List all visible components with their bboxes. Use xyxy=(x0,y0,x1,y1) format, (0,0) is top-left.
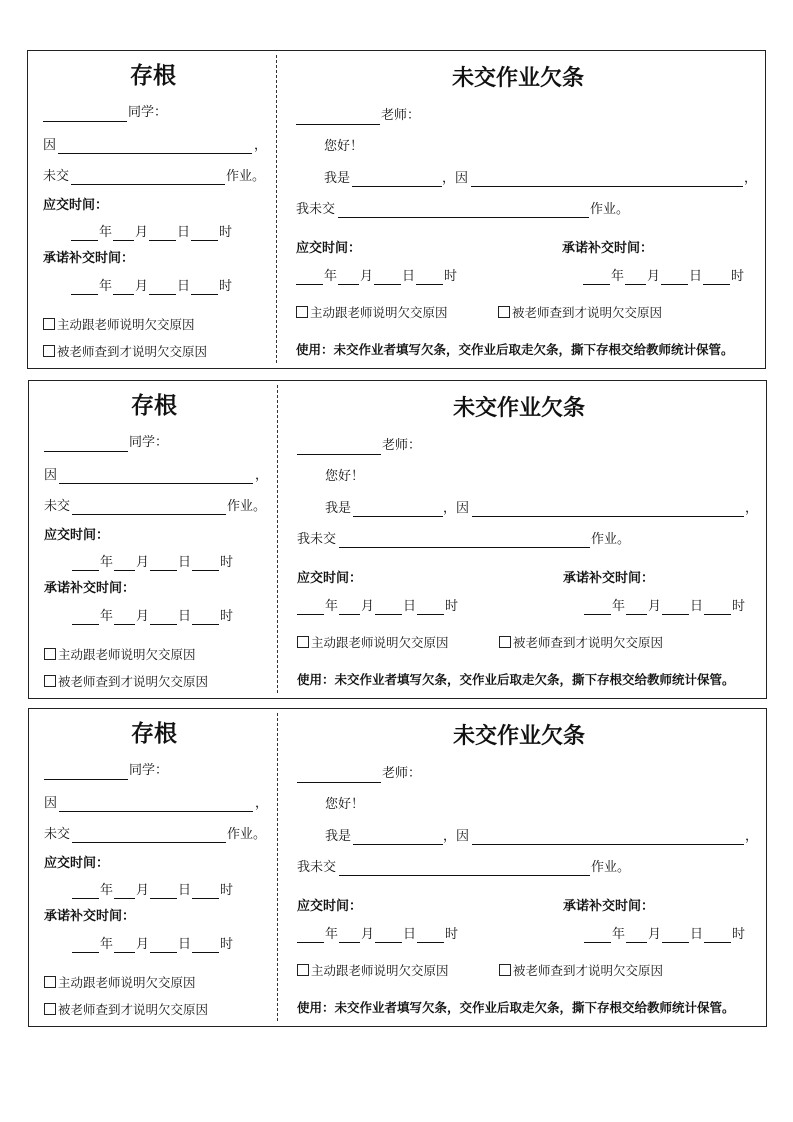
stub-promise-label: 承诺补交时间： xyxy=(44,909,136,924)
day-blank[interactable] xyxy=(662,942,689,943)
hour-label: 时 xyxy=(731,269,745,284)
i-am: 我是 xyxy=(325,501,352,516)
month-label: 月 xyxy=(648,599,662,614)
year-label: 年 xyxy=(325,927,339,942)
stub-option-voluntary[interactable]: 主动跟老师说明欠交原因 xyxy=(44,647,196,663)
checkbox-icon[interactable] xyxy=(44,976,56,988)
comma: ， xyxy=(745,829,759,844)
year-blank[interactable] xyxy=(297,614,324,615)
year-label: 年 xyxy=(100,555,114,570)
hour-label: 时 xyxy=(220,609,234,624)
day-label: 日 xyxy=(177,279,191,294)
iou-slip xyxy=(28,380,767,699)
month-blank[interactable] xyxy=(114,952,135,953)
homework-suffix: 作业。 xyxy=(591,532,631,547)
comma: ， xyxy=(745,501,759,516)
month-blank[interactable] xyxy=(114,898,135,899)
hour-blank[interactable] xyxy=(191,240,218,241)
main-option-voluntary[interactable]: 主动跟老师说明欠交原因 xyxy=(296,305,448,321)
tear-line xyxy=(277,713,278,1021)
main-title: 未交作业欠条 xyxy=(452,66,585,91)
hour-blank[interactable] xyxy=(416,284,443,285)
day-label: 日 xyxy=(178,555,192,570)
hour-blank[interactable] xyxy=(192,624,219,625)
year-blank[interactable] xyxy=(584,942,611,943)
day-blank[interactable] xyxy=(375,614,402,615)
homework-suffix: 作业。 xyxy=(226,169,266,184)
main-due-label: 应交时间： xyxy=(297,899,363,914)
i-missed: 我未交 xyxy=(297,532,337,547)
stub-title: 存根 xyxy=(130,63,176,89)
month-label: 月 xyxy=(136,937,150,952)
i-am: 我是 xyxy=(324,171,351,186)
month-label: 月 xyxy=(136,609,150,624)
hour-blank[interactable] xyxy=(417,614,444,615)
month-label: 月 xyxy=(135,225,149,240)
day-blank[interactable] xyxy=(150,570,177,571)
tear-line xyxy=(277,385,278,693)
usage-note: 使用：未交作业者填写欠条，交作业后取走欠条，撕下存根交给教师统计保管。 xyxy=(297,1000,735,1015)
month-blank[interactable] xyxy=(114,624,135,625)
month-blank[interactable] xyxy=(114,570,135,571)
iou-slip xyxy=(27,50,766,369)
day-label: 日 xyxy=(689,269,703,284)
checkbox-icon[interactable] xyxy=(44,648,56,660)
month-blank[interactable] xyxy=(113,294,134,295)
teacher-name-blank[interactable] xyxy=(296,124,380,125)
year-blank[interactable] xyxy=(584,614,611,615)
hour-label: 时 xyxy=(219,225,233,240)
month-label: 月 xyxy=(135,279,149,294)
hour-blank[interactable] xyxy=(704,614,731,615)
year-label: 年 xyxy=(612,599,626,614)
teacher-suffix: 老师： xyxy=(382,766,422,781)
checkbox-icon[interactable] xyxy=(297,636,309,648)
day-blank[interactable] xyxy=(149,294,176,295)
year-label: 年 xyxy=(100,883,114,898)
reason-prefix: 因 xyxy=(43,138,57,153)
stub-promise-label: 承诺补交时间： xyxy=(43,251,135,266)
stub-reason-blank[interactable] xyxy=(59,811,253,812)
month-label: 月 xyxy=(361,927,375,942)
year-label: 年 xyxy=(612,927,626,942)
i-missed: 我未交 xyxy=(296,202,336,217)
checkbox-icon[interactable] xyxy=(44,675,56,687)
main-homework-blank[interactable] xyxy=(339,547,590,548)
year-blank[interactable] xyxy=(72,570,99,571)
main-homework-blank[interactable] xyxy=(338,217,589,218)
day-label: 日 xyxy=(403,599,417,614)
day-label: 日 xyxy=(178,609,192,624)
stub-promise-label: 承诺补交时间： xyxy=(44,581,136,596)
homework-suffix: 作业。 xyxy=(227,499,267,514)
main-reason-blank[interactable] xyxy=(471,186,743,187)
hour-blank[interactable] xyxy=(704,942,731,943)
stub-homework-blank[interactable] xyxy=(72,842,226,843)
teacher-name-blank[interactable] xyxy=(297,454,381,455)
main-option-voluntary[interactable]: 主动跟老师说明欠交原因 xyxy=(297,635,449,651)
year-blank[interactable] xyxy=(583,284,610,285)
greeting: 您好！ xyxy=(325,469,365,484)
hour-label: 时 xyxy=(219,279,233,294)
homework-suffix: 作业。 xyxy=(227,827,267,842)
hour-label: 时 xyxy=(220,883,234,898)
stub-option-caught[interactable]: 被老师查到才说明欠交原因 xyxy=(43,344,207,360)
day-blank[interactable] xyxy=(150,898,177,899)
i-am: 我是 xyxy=(325,829,352,844)
checkbox-icon[interactable] xyxy=(499,964,511,976)
day-blank[interactable] xyxy=(661,284,688,285)
month-blank[interactable] xyxy=(339,942,360,943)
hour-blank[interactable] xyxy=(191,294,218,295)
student-suffix: 同学： xyxy=(128,105,168,120)
day-blank[interactable] xyxy=(150,624,177,625)
day-blank[interactable] xyxy=(375,942,402,943)
missing-prefix: 未交 xyxy=(44,499,71,514)
homework-suffix: 作业。 xyxy=(590,202,630,217)
year-label: 年 xyxy=(99,225,113,240)
main-promise-label: 承诺补交时间： xyxy=(563,899,655,914)
comma-because: ，因 xyxy=(443,829,470,844)
hour-label: 时 xyxy=(220,555,234,570)
stub-option-caught[interactable]: 被老师查到才说明欠交原因 xyxy=(44,674,208,690)
day-blank[interactable] xyxy=(662,614,689,615)
student-name-blank[interactable] xyxy=(43,121,127,122)
hour-label: 时 xyxy=(445,599,459,614)
main-option-voluntary[interactable]: 主动跟老师说明欠交原因 xyxy=(297,963,449,979)
year-label: 年 xyxy=(100,937,114,952)
teacher-suffix: 老师： xyxy=(382,438,422,453)
main-due-label: 应交时间： xyxy=(297,571,363,586)
day-label: 日 xyxy=(690,599,704,614)
checkbox-icon[interactable] xyxy=(44,1003,56,1015)
year-label: 年 xyxy=(611,269,625,284)
name-blank[interactable] xyxy=(352,186,442,187)
hour-blank[interactable] xyxy=(192,570,219,571)
day-blank[interactable] xyxy=(150,952,177,953)
stub-title: 存根 xyxy=(131,721,177,747)
month-label: 月 xyxy=(136,555,150,570)
hour-blank[interactable] xyxy=(192,898,219,899)
stub-homework-blank[interactable] xyxy=(71,184,225,185)
greeting: 您好！ xyxy=(325,797,365,812)
usage-note: 使用：未交作业者填写欠条，交作业后取走欠条，撕下存根交给教师统计保管。 xyxy=(297,672,735,687)
comma: ， xyxy=(255,796,269,811)
month-label: 月 xyxy=(648,927,662,942)
reason-prefix: 因 xyxy=(44,468,58,483)
main-homework-blank[interactable] xyxy=(339,875,590,876)
checkbox-icon[interactable] xyxy=(43,345,55,357)
month-label: 月 xyxy=(360,269,374,284)
hour-label: 时 xyxy=(732,927,746,942)
year-label: 年 xyxy=(324,269,338,284)
name-blank[interactable] xyxy=(353,516,443,517)
checkbox-icon[interactable] xyxy=(499,636,511,648)
hour-label: 时 xyxy=(445,927,459,942)
stub-option-voluntary[interactable]: 主动跟老师说明欠交原因 xyxy=(44,975,196,991)
hour-blank[interactable] xyxy=(703,284,730,285)
checkbox-icon[interactable] xyxy=(297,964,309,976)
hour-label: 时 xyxy=(732,599,746,614)
stub-option-voluntary[interactable]: 主动跟老师说明欠交原因 xyxy=(43,317,195,333)
stub-reason-blank[interactable] xyxy=(58,153,252,154)
name-blank[interactable] xyxy=(353,844,443,845)
missing-prefix: 未交 xyxy=(44,827,71,842)
checkbox-icon[interactable] xyxy=(296,306,308,318)
month-blank[interactable] xyxy=(626,614,647,615)
stub-due-label: 应交时间： xyxy=(44,528,110,543)
year-blank[interactable] xyxy=(72,952,99,953)
iou-slip xyxy=(28,708,767,1027)
student-suffix: 同学： xyxy=(129,763,169,778)
month-label: 月 xyxy=(136,883,150,898)
month-blank[interactable] xyxy=(339,614,360,615)
main-promise-label: 承诺补交时间： xyxy=(562,241,654,256)
stub-due-label: 应交时间： xyxy=(43,198,109,213)
comma: ， xyxy=(254,138,268,153)
year-blank[interactable] xyxy=(72,898,99,899)
day-label: 日 xyxy=(403,927,417,942)
main-reason-blank[interactable] xyxy=(472,516,744,517)
hour-label: 时 xyxy=(444,269,458,284)
comma-because: ，因 xyxy=(443,501,470,516)
month-label: 月 xyxy=(361,599,375,614)
month-blank[interactable] xyxy=(113,240,134,241)
day-blank[interactable] xyxy=(374,284,401,285)
stub-homework-blank[interactable] xyxy=(72,514,226,515)
main-reason-blank[interactable] xyxy=(472,844,744,845)
missing-prefix: 未交 xyxy=(43,169,70,184)
homework-suffix: 作业。 xyxy=(591,860,631,875)
month-blank[interactable] xyxy=(626,942,647,943)
i-missed: 我未交 xyxy=(297,860,337,875)
day-label: 日 xyxy=(402,269,416,284)
reason-prefix: 因 xyxy=(44,796,58,811)
stub-due-label: 应交时间： xyxy=(44,856,110,871)
main-option-caught[interactable]: 被老师查到才说明欠交原因 xyxy=(499,963,663,979)
checkbox-icon[interactable] xyxy=(498,306,510,318)
stub-title: 存根 xyxy=(131,393,177,419)
checkbox-icon[interactable] xyxy=(43,318,55,330)
year-blank[interactable] xyxy=(71,294,98,295)
student-name-blank[interactable] xyxy=(44,451,128,452)
main-title: 未交作业欠条 xyxy=(453,724,586,749)
main-title: 未交作业欠条 xyxy=(453,396,586,421)
greeting: 您好！ xyxy=(324,139,364,154)
month-label: 月 xyxy=(647,269,661,284)
student-name-blank[interactable] xyxy=(44,779,128,780)
tear-line xyxy=(276,55,277,363)
year-label: 年 xyxy=(99,279,113,294)
comma-because: ，因 xyxy=(442,171,469,186)
year-label: 年 xyxy=(325,599,339,614)
main-due-label: 应交时间： xyxy=(296,241,362,256)
year-blank[interactable] xyxy=(297,942,324,943)
year-blank[interactable] xyxy=(296,284,323,285)
year-blank[interactable] xyxy=(71,240,98,241)
day-label: 日 xyxy=(690,927,704,942)
main-option-caught[interactable]: 被老师查到才说明欠交原因 xyxy=(499,635,663,651)
teacher-suffix: 老师： xyxy=(381,108,421,123)
stub-reason-blank[interactable] xyxy=(59,483,253,484)
day-label: 日 xyxy=(177,225,191,240)
comma: ， xyxy=(744,171,758,186)
month-blank[interactable] xyxy=(625,284,646,285)
hour-label: 时 xyxy=(220,937,234,952)
year-label: 年 xyxy=(100,609,114,624)
day-label: 日 xyxy=(178,883,192,898)
student-suffix: 同学： xyxy=(129,435,169,450)
comma: ， xyxy=(255,468,269,483)
main-promise-label: 承诺补交时间： xyxy=(563,571,655,586)
hour-blank[interactable] xyxy=(417,942,444,943)
month-blank[interactable] xyxy=(338,284,359,285)
hour-blank[interactable] xyxy=(192,952,219,953)
teacher-name-blank[interactable] xyxy=(297,782,381,783)
day-label: 日 xyxy=(178,937,192,952)
year-blank[interactable] xyxy=(72,624,99,625)
usage-note: 使用：未交作业者填写欠条，交作业后取走欠条，撕下存根交给教师统计保管。 xyxy=(296,342,734,357)
main-option-caught[interactable]: 被老师查到才说明欠交原因 xyxy=(498,305,662,321)
day-blank[interactable] xyxy=(149,240,176,241)
stub-option-caught[interactable]: 被老师查到才说明欠交原因 xyxy=(44,1002,208,1018)
